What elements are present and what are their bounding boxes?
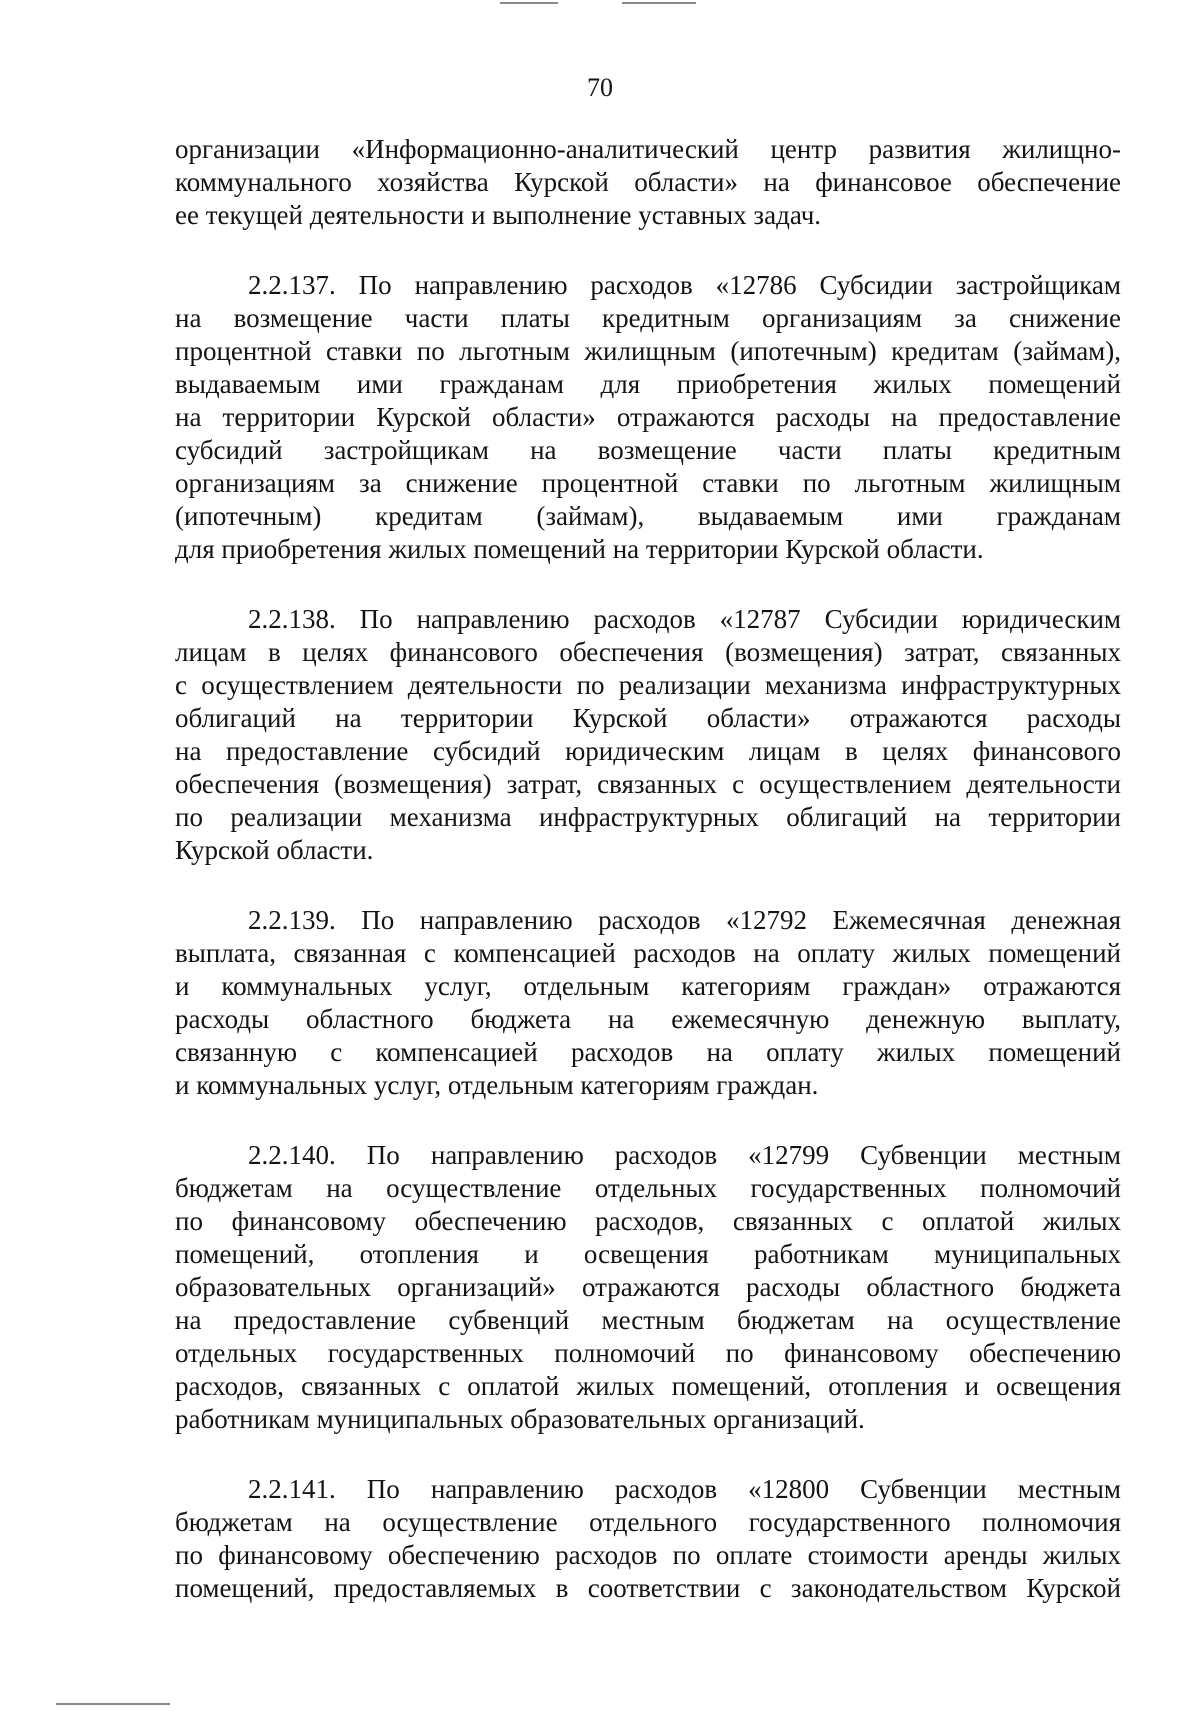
paragraph-2-2-139: [175, 904, 1121, 1102]
text-line: расходы областного бюджета на ежемесячную денежную выплату,: [175, 1004, 1121, 1034]
scan-edge-mark-top-left: [500, 2, 558, 4]
text-line: бюджетам на осуществление отдельного государственного полномочия: [175, 1507, 1121, 1537]
text-line: лицам в целях финансового обеспечения (возмещения) затрат, связанных: [175, 637, 1121, 667]
text-line: расходов, связанных с оплатой жилых помещений, отопления и освещения: [175, 1371, 1121, 1401]
text-line: обеспечения (возмещения) затрат, связанных с осуществлением деятельности: [175, 769, 1121, 799]
text-line: коммунального хозяйства Курской области» на финансовое обеспечение: [175, 167, 1121, 197]
text-line: по финансовому обеспечению расходов, связанных с оплатой жилых: [175, 1206, 1121, 1236]
paragraph-2-2-140: [175, 1139, 1121, 1436]
text-line: на предоставление субвенций местным бюджетам на осуществление: [175, 1305, 1121, 1335]
text-line: помещений, предоставляемых в соответствии с законодательством Курской: [175, 1573, 1121, 1603]
text-line: (ипотечным) кредитам (займам), выдаваемым ими гражданам: [175, 501, 1121, 531]
scan-edge-mark-bottom: [56, 1703, 170, 1705]
text-line: 2.2.141. По направлению расходов «12800 Субвенции местным: [248, 1474, 1121, 1504]
text-line: на предоставление субсидий юридическим лицам в целях финансового: [175, 736, 1121, 766]
document-body: [175, 133, 1121, 1642]
text-line: 2.2.137. По направлению расходов «12786 Субсидии застройщикам: [248, 270, 1121, 300]
text-line: 2.2.140. По направлению расходов «12799 Субвенции местным: [248, 1140, 1121, 1170]
paragraph-2-2-138: [175, 603, 1121, 867]
text-line: 2.2.138. По направлению расходов «12787 Субсидии юридическим: [248, 604, 1121, 634]
text-line: бюджетам на осуществление отдельных государственных полномочий: [175, 1173, 1121, 1203]
page-number: 70: [587, 73, 613, 102]
text-line: облигаций на территории Курской области» отражаются расходы: [175, 703, 1121, 733]
paragraph-2-2-137: [175, 269, 1121, 566]
text-line: 2.2.139. По направлению расходов «12792 Ежемесячная денежная: [248, 905, 1121, 935]
text-line: связанную с компенсацией расходов на оплату жилых помещений: [175, 1037, 1121, 1067]
text-line: работникам муниципальных образовательных организаций.: [175, 1404, 865, 1434]
text-line: помещений, отопления и освещения работникам муниципальных: [175, 1239, 1121, 1269]
scan-edge-mark-top-right: [622, 2, 696, 4]
text-line: организации «Информационно-аналитический центр развития жилищно-: [175, 134, 1121, 164]
text-line: с осуществлением деятельности по реализации механизма инфраструктурных: [175, 670, 1121, 700]
paragraph-2-2-141: [175, 1473, 1121, 1605]
text-line: Курской области.: [175, 835, 374, 865]
text-line: образовательных организаций» отражаются расходы областного бюджета: [175, 1272, 1121, 1302]
text-line: по реализации механизма инфраструктурных облигаций на территории: [175, 802, 1121, 832]
text-line: выдаваемым ими гражданам для приобретения жилых помещений: [175, 369, 1121, 399]
text-line: выплата, связанная с компенсацией расходов на оплату жилых помещений: [175, 938, 1121, 968]
text-line: организациям за снижение процентной ставки по льготным жилищным: [175, 468, 1121, 498]
text-line: для приобретения жилых помещений на территории Курской области.: [175, 534, 984, 564]
text-line: ее текущей деятельности и выполнение уставных задач.: [175, 200, 822, 230]
text-line: и коммунальных услуг, отдельным категориям граждан.: [175, 1070, 819, 1100]
text-line: и коммунальных услуг, отдельным категориям граждан» отражаются: [175, 971, 1121, 1001]
text-line: процентной ставки по льготным жилищным (ипотечным) кредитам (займам),: [175, 336, 1121, 366]
text-line: на возмещение части платы кредитным организациям за снижение: [175, 303, 1121, 333]
text-line: отдельных государственных полномочий по финансовому обеспечению: [175, 1338, 1121, 1368]
text-line: по финансовому обеспечению расходов по оплате стоимости аренды жилых: [175, 1540, 1121, 1570]
paragraph-continuation: [175, 133, 1121, 232]
text-line: субсидий застройщикам на возмещение части платы кредитным: [175, 435, 1121, 465]
text-line: на территории Курской области» отражаются расходы на предоставление: [175, 402, 1121, 432]
